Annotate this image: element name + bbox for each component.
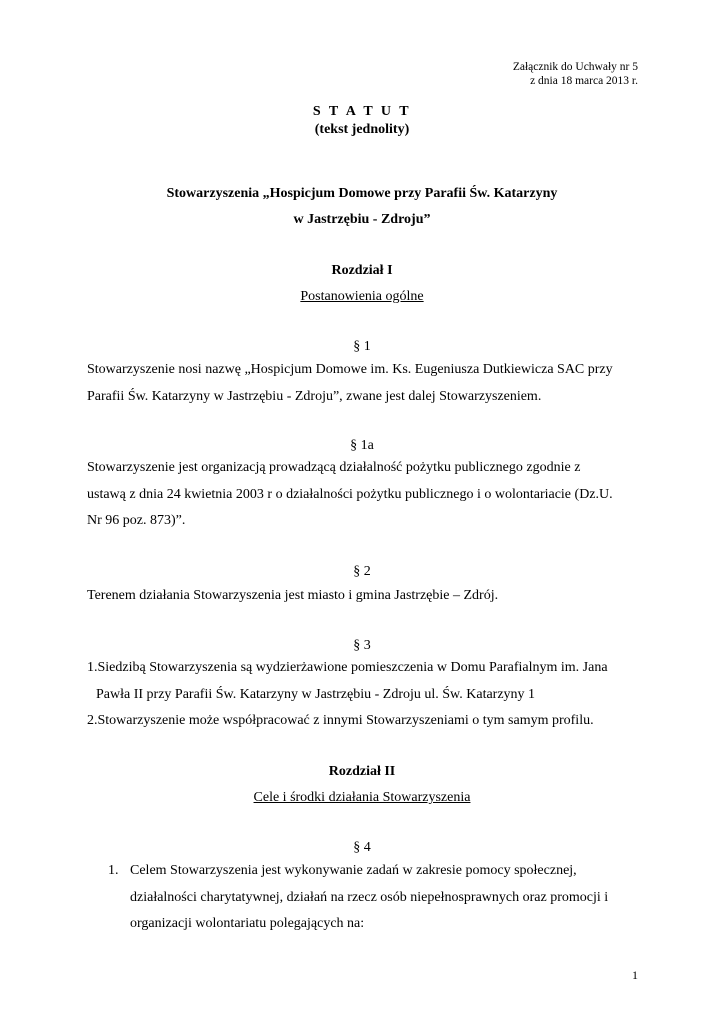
document-title: S T A T U T bbox=[312, 104, 412, 119]
section-4-mark: § 4 bbox=[353, 840, 371, 855]
text-line: Celem Stowarzyszenia jest wykonywanie zadań w zakresie pomocy społecznej, bbox=[130, 863, 577, 878]
chapter-2-subheading: Cele i środki działania Stowarzyszenia bbox=[253, 790, 471, 805]
annex-line-2: z dnia 18 marca 2013 r. bbox=[530, 75, 638, 87]
chapter-2-heading: Rozdział II bbox=[328, 764, 396, 779]
section-2-text bbox=[87, 583, 647, 610]
list-item-body bbox=[130, 858, 648, 938]
chapter-1-subheading: Postanowienia ogólne bbox=[300, 289, 424, 304]
section-4-list-item-1 bbox=[108, 858, 648, 938]
chapter-1-heading: Rozdział I bbox=[331, 263, 393, 278]
list-item-number: 1. bbox=[108, 863, 119, 878]
section-3-text bbox=[87, 655, 647, 735]
text-line: Stowarzyszenie nosi nazwę „Hospicjum Domowe im. Ks. Eugeniusza Dutkiewicza SAC przy bbox=[87, 362, 613, 377]
section-1-text bbox=[87, 357, 647, 410]
section-1a-text bbox=[87, 455, 647, 535]
section-3-mark: § 3 bbox=[353, 638, 371, 653]
text-line: Stowarzyszenie jest organizacją prowadzącą działalność pożytku publicznego zgodnie z bbox=[87, 460, 581, 475]
text-line: 1.Siedzibą Stowarzyszenia są wydzierżawione pomieszczenia w Domu Parafialnym im. Jana bbox=[87, 660, 608, 675]
text-line: Nr 96 poz. 873)”. bbox=[87, 513, 186, 528]
text-line: ustawą z dnia 24 kwietnia 2003 r o działalności pożytku publicznego i o wolontariacie (Dz.U. bbox=[87, 486, 613, 502]
annex-note bbox=[513, 60, 638, 88]
text-line: Pawła II przy Parafii Św. Katarzyny w Jastrzębiu - Zdroju ul. Św. Katarzyny 1 bbox=[96, 686, 536, 702]
text-line: działalności charytatywnej, działań na rzecz osób niepełnosprawnych oraz promocji i bbox=[130, 889, 609, 905]
association-name-line-1: Stowarzyszenia „Hospicjum Domowe przy Parafii Św. Katarzyny bbox=[166, 186, 558, 201]
association-name-line-2: w Jastrzębiu - Zdroju” bbox=[293, 212, 431, 227]
annex-line-1: Załącznik do Uchwały nr 5 bbox=[512, 61, 638, 73]
section-1a-mark: § 1a bbox=[350, 438, 374, 453]
text-line: Terenem działania Stowarzyszenia jest miasto i gmina Jastrzębie – Zdrój. bbox=[87, 588, 499, 603]
text-line: Parafii Św. Katarzyny w Jastrzębiu - Zdroju”, zwane jest dalej Stowarzyszeniem. bbox=[87, 388, 542, 404]
section-2-mark: § 2 bbox=[353, 564, 371, 579]
document-subtitle: (tekst jednolity) bbox=[314, 122, 410, 137]
text-line: organizacji wolontariatu polegających na: bbox=[130, 916, 365, 931]
section-1-mark: § 1 bbox=[353, 339, 371, 354]
page-number: 1 bbox=[632, 968, 638, 982]
text-line: 2.Stowarzyszenie może współpracować z innymi Stowarzyszeniami o tym samym profilu. bbox=[87, 713, 594, 728]
